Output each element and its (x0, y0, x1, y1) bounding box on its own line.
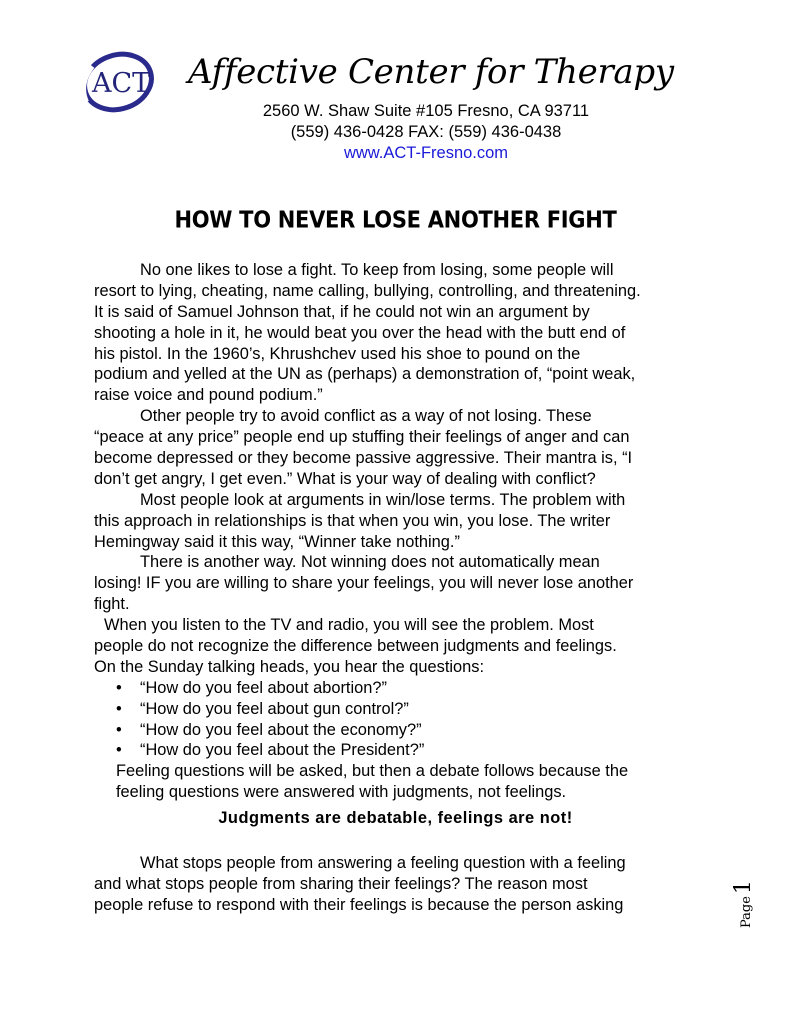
body-line: No one likes to lose a fight. To keep from losing, some people will (140, 261, 614, 279)
logo-text: ACT (92, 68, 151, 99)
page-number-marker (731, 880, 756, 928)
body-line: raise voice and pound podium.” (94, 386, 323, 405)
page-label: Page (739, 896, 754, 928)
body-line: Most people look at arguments in win/lose terms. The problem with (140, 490, 626, 509)
bullet-icon: • (116, 741, 122, 760)
body-line: Other people try to avoid conflict as a way of not losing. These (140, 407, 592, 426)
body-line: people refuse to respond with their feelings is because the person asking (94, 895, 624, 914)
organization-name: Affective Center for Therapy (188, 52, 674, 92)
body-line: his pistol. In the 1960’s, Khrushchev used his shoe to pound on the (94, 344, 581, 363)
page-number: 1 (731, 880, 756, 895)
website-link[interactable]: www.ACT-Fresno.com (343, 144, 509, 162)
body-line: podium and yelled at the UN as (perhaps) a demonstration of, “point weak, (94, 365, 636, 384)
body-line: don’t get angry, I get even.” What is your way of dealing with conflict? (94, 469, 596, 488)
list-item (94, 740, 714, 761)
body-line: feeling questions were answered with judgments, not feelings. (116, 783, 567, 802)
body-line: this approach in relationships is that when you win, you lose. The writer (94, 511, 611, 530)
bullet-text: “How do you feel about the President?” (140, 741, 425, 760)
bullet-text: “How do you feel about abortion?” (140, 678, 387, 697)
body-line: resort to lying, cheating, name calling, bullying, controlling, and threatening. (94, 281, 641, 300)
bullet-icon: • (116, 699, 122, 718)
list-item (94, 678, 714, 699)
body-line: shooting a hole in it, he would beat you over the head with the butt end of (94, 323, 626, 342)
body-line: There is another way. Not winning does not automatically mean (140, 553, 600, 572)
body-line: Feeling questions will be asked, but then a debate follows because the (116, 762, 629, 781)
body-line: When you listen to the TV and radio, you will see the problem. Most (104, 616, 594, 635)
address: 2560 W. Shaw Suite #105 Fresno, CA 93711 (262, 102, 590, 120)
body-line: Hemingway said it this way, “Winner take nothing.” (94, 532, 460, 551)
bullet-text: “How do you feel about the economy?” (140, 720, 422, 739)
body-line: and what stops people from sharing their feelings? The reason most (94, 874, 588, 893)
emphasis-statement: Judgments are debatable, feelings are not! (218, 809, 573, 827)
bullet-icon: • (116, 678, 122, 697)
body-line: On the Sunday talking heads, you hear the questions: (94, 657, 484, 676)
bullet-text: “How do you feel about gun control?” (140, 699, 409, 718)
list-item (94, 699, 714, 720)
body-line: losing! IF you are willing to share your feelings, you will never lose another (94, 574, 634, 593)
phone-fax: (559) 436-0428 FAX: (559) 436-0438 (290, 123, 562, 141)
bullet-icon: • (116, 720, 122, 739)
article-body (94, 260, 714, 803)
act-logo (78, 44, 162, 116)
list-item (94, 720, 714, 741)
body-line: become depressed or they become passive aggressive. Their mantra is, “I (94, 449, 633, 468)
body-line: people do not recognize the difference between judgments and feelings. (94, 637, 617, 656)
body-line: What stops people from answering a feeling question with a feeling (140, 854, 626, 872)
body-line: fight. (94, 595, 130, 614)
body-line: “peace at any price” people end up stuffing their feelings of anger and can (94, 428, 630, 447)
body-line: It is said of Samuel Johnson that, if he could not win an argument by (94, 302, 590, 321)
document-title: HOW TO NEVER LOSE ANOTHER FIGHT (174, 206, 617, 234)
closing-paragraph (94, 853, 714, 916)
